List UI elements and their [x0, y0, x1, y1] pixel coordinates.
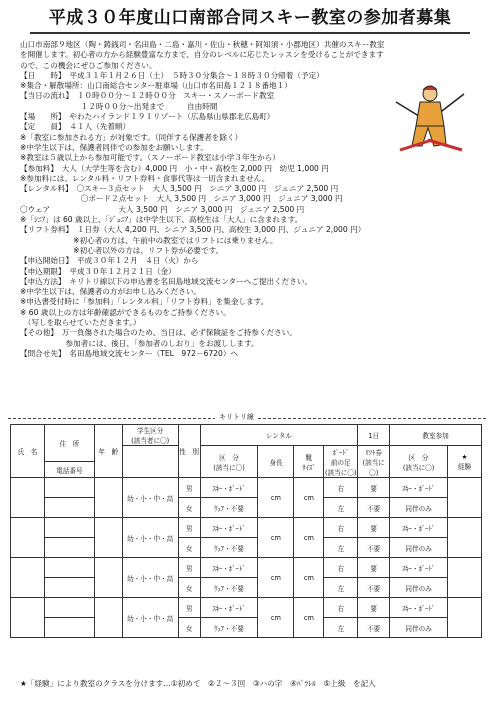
female-option[interactable]: 女 — [178, 498, 200, 518]
lesson-free[interactable]: 同伴のみ — [390, 578, 448, 598]
name-cell[interactable] — [11, 478, 45, 518]
announcement-line: 〇ウェア 大人 3,500 円 シニア 3,000 円 ジュニア 2,500 円 — [20, 204, 305, 214]
lift-need[interactable]: 要 — [358, 478, 390, 498]
school-options[interactable]: 幼・小・中・高 — [122, 558, 178, 598]
age-header: 年 齢 — [94, 425, 122, 478]
announcement-line: 参加者には、後日、「参加者のしおり」をお渡しします。 — [20, 338, 259, 348]
address-cell[interactable] — [44, 478, 94, 498]
lesson-kubun-header: 区 分 (該当に〇) — [390, 446, 448, 478]
experience-cell[interactable] — [448, 598, 482, 638]
rental-kubun-wear[interactable]: ｳｪｱ・不要 — [200, 578, 258, 598]
announcement-line: ※中学生以下は、保護者の方がお申し込みください。 — [20, 287, 202, 297]
announcement-line: ※教室は５歳以上から参加可能です。（スノーボード教室は小学３年生から） — [20, 153, 280, 163]
male-option[interactable]: 男 — [178, 558, 200, 578]
lift-need[interactable]: 要 — [358, 598, 390, 618]
board-left[interactable]: 左 — [324, 578, 358, 598]
board-right[interactable]: 右 — [324, 518, 358, 538]
announcement-line: ※申込書受付時に「参加料」「レンタル料」「リフト券料」を集金します。 — [20, 297, 269, 307]
height-cell[interactable]: cm — [258, 478, 294, 518]
address-cell[interactable] — [44, 518, 94, 538]
phone-header: 電話番号 — [44, 462, 94, 478]
female-option[interactable]: 女 — [178, 538, 200, 558]
shoe-cell[interactable]: cm — [294, 478, 324, 518]
school-options[interactable]: 幼・小・中・高 — [122, 478, 178, 518]
cut-label: キリトリ線 — [215, 412, 258, 422]
shoe-cell[interactable]: cm — [294, 518, 324, 558]
lesson-ski[interactable]: ｽｷｰ・ﾎﾞｰﾄﾞ — [390, 598, 448, 618]
announcement-line: ※「教室に参加される方」が対象です。（同伴する保護者を除く） — [20, 132, 243, 142]
lesson-header: 教室参加 — [390, 425, 482, 446]
board-right[interactable]: 右 — [324, 478, 358, 498]
announcement-line: ※「ｼﾆｱ」は 60 歳以上、「ｼﾞｭﾆｱ」は中学生以下、高校生は「大人」に含まれます。 — [20, 215, 303, 225]
rental-kubun-ski[interactable]: ｽｷｰ・ﾎﾞｰﾄﾞ — [200, 598, 258, 618]
male-option[interactable]: 男 — [178, 518, 200, 538]
phone-cell[interactable] — [44, 538, 94, 558]
rental-kubun-wear[interactable]: ｳｪｱ・不要 — [200, 618, 258, 638]
male-option[interactable]: 男 — [178, 478, 200, 498]
class-header: 学生区分 (該当者に〇) — [122, 425, 178, 446]
lift-need[interactable]: 要 — [358, 518, 390, 538]
gender-header: 性 別 — [178, 425, 200, 478]
address-cell[interactable] — [44, 558, 94, 578]
lift-header: 1日 — [358, 425, 390, 446]
rental-header: レンタル — [200, 425, 358, 446]
age-cell[interactable] — [94, 518, 122, 558]
lesson-ski[interactable]: ｽｷｰ・ﾎﾞｰﾄﾞ — [390, 558, 448, 578]
announcement-line: 【定 員】 ４１人（先着順） — [20, 122, 131, 132]
experience-cell[interactable] — [448, 478, 482, 518]
kubun-header: 区 分 (該当に〇) — [200, 446, 258, 478]
name-cell[interactable] — [11, 558, 45, 598]
announcement-line: 【申込開始日】 平成３０年１２月 ４日（火）から — [20, 256, 199, 266]
experience-cell[interactable] — [448, 518, 482, 558]
board-header: ﾎﾞｰﾄﾞ 前の足 (該当に〇) — [324, 446, 358, 478]
announcement-line: 【場 所】 やわたハイランド１９１リゾート（広島県山県郡北広島町） — [20, 112, 275, 122]
announcement-line: 【申込期限】 平成３０年１２月２１日（金） — [20, 266, 176, 276]
announcement-line: ※中学生以下は、保護者同伴での参加をお願いします。 — [20, 142, 209, 152]
lift-need[interactable]: 要 — [358, 558, 390, 578]
announcement-line: 【参加料】 大人（大学生等を含む）4,000 円 小・中・高校生 2,000 円 幼児 1,000 円 — [20, 163, 329, 173]
rental-kubun-wear[interactable]: ｳｪｱ・不要 — [200, 538, 258, 558]
board-left[interactable]: 左 — [324, 498, 358, 518]
lift-noneed[interactable]: 不要 — [358, 538, 390, 558]
announcement-line: 〇ボード２点セット 大人 3,500 円 シニア 3,000 円 ジュニア 3,000 円 — [20, 194, 343, 204]
name-cell[interactable] — [11, 598, 45, 638]
school-options[interactable]: 幼・小・中・高 — [122, 518, 178, 558]
height-cell[interactable]: cm — [258, 518, 294, 558]
phone-cell[interactable] — [44, 578, 94, 598]
rental-kubun-ski[interactable]: ｽｷｰ・ﾎﾞｰﾄﾞ — [200, 478, 258, 498]
board-right[interactable]: 右 — [324, 558, 358, 578]
application-form — [10, 424, 482, 638]
shoe-cell[interactable]: cm — [294, 558, 324, 598]
lesson-free[interactable]: 同伴のみ — [390, 498, 448, 518]
lesson-ski[interactable]: ｽｷｰ・ﾎﾞｰﾄﾞ — [390, 478, 448, 498]
age-cell[interactable] — [94, 558, 122, 598]
announcement-line: 山口市南部９地区（陶・鋳銭司・名田島・二島・嘉川・佐山・秋穂・阿知須・小郡地区）共催のスキー教室 — [20, 40, 385, 49]
school-options[interactable]: 幼・小・中・高 — [122, 598, 178, 638]
experience-cell[interactable] — [448, 558, 482, 598]
announcement-line: ※参加料には、レンタル料・リフト券料・食事代等は一切含まれません。 — [20, 173, 270, 183]
female-option[interactable]: 女 — [178, 578, 200, 598]
lesson-ski[interactable]: ｽｷｰ・ﾎﾞｰﾄﾞ — [390, 518, 448, 538]
announcement-line: １２時００分～出発まで 自由時間 — [20, 101, 218, 111]
announcement-line: 【その他】 万一負傷された場合のため、当日は、必ず保険証をご持参ください。 — [20, 328, 297, 338]
height-cell[interactable]: cm — [258, 598, 294, 638]
height-header: 身長 — [258, 446, 294, 478]
announcement-line: 【申込方法】 キリトリ線以下の申込書を名田島地域交流センターへご提出ください。 — [20, 276, 313, 286]
announcement-line: 【リフト券料】 １日券（大人 4,200 円、シニア 3,500 円、高校生 3,000 円、ジュニア 2,000 円） — [20, 225, 366, 235]
lift-noneed[interactable]: 不要 — [358, 498, 390, 518]
board-left[interactable]: 左 — [324, 538, 358, 558]
rental-kubun-ski[interactable]: ｽｷｰ・ﾎﾞｰﾄﾞ — [200, 518, 258, 538]
shoe-header: 靴 ｻｲｽﾞ — [294, 446, 324, 478]
age-cell[interactable] — [94, 598, 122, 638]
phone-cell[interactable] — [44, 498, 94, 518]
board-right[interactable]: 右 — [324, 598, 358, 618]
address-cell[interactable] — [44, 598, 94, 618]
age-cell[interactable] — [94, 478, 122, 518]
board-left[interactable]: 左 — [324, 618, 358, 638]
announcement-line: 【当日の流れ】 １０時００分～１２時００分 スキー・スノーボード教室 — [20, 91, 275, 101]
announcement-line: を開催します。初心者の方から経験豊富な方まで、自分のレベルに応じたレッスンを受けることができます — [20, 50, 384, 60]
lift-noneed[interactable]: 不要 — [358, 618, 390, 638]
name-header: 氏 名 — [11, 425, 45, 478]
announcement-line: ※集合・解散場所：山口南総合センター駐車場（山口市名田島１２１８番地１） — [20, 81, 292, 91]
experience-header: ★ 経験 — [448, 446, 482, 478]
shoe-cell[interactable]: cm — [294, 598, 324, 638]
lesson-free[interactable]: 同伴のみ — [390, 618, 448, 638]
announcement-line: 【日 時】 平成３１年１月２６日（土） ５時３０分集合～１８時３０分帰着（予定） — [20, 70, 324, 80]
address-header: 住 所 — [44, 425, 94, 462]
phone-cell[interactable] — [44, 618, 94, 638]
lift-noneed[interactable]: 不要 — [358, 578, 390, 598]
announcement-line: （写しを取らせていただきます。） — [20, 318, 141, 328]
skier-illustration — [392, 80, 468, 160]
footnote: ★「経験」により教室のクラスを分けます…①初めて ②２～３回 ③ハの字 ④ﾊﾟﾗﾚﾙ ⑤上級 を記入 — [20, 679, 376, 688]
announcement-line: ※初心者の方は、午前中の教室ではリフトには乗りません。 — [20, 235, 278, 245]
rental-kubun-ski[interactable]: ｽｷｰ・ﾎﾞｰﾄﾞ — [200, 558, 258, 578]
announcement-line: ※初心者以外の方は、リフト券が必要です。 — [20, 245, 224, 255]
rental-kubun-wear[interactable]: ｳｪｱ・不要 — [200, 498, 258, 518]
announcement-line: ※ 60 歳以上の方は年齢確認ができるものをご持参ください。 — [20, 307, 231, 317]
female-option[interactable]: 女 — [178, 618, 200, 638]
height-cell[interactable]: cm — [258, 558, 294, 598]
announcement-line: 【問合せ先】 名田島地域交流センター（TEL 972－6720）へ — [20, 348, 239, 358]
lift-ticket-header: ﾘﾌﾄ券 (該当に〇) — [358, 446, 390, 478]
male-option[interactable]: 男 — [178, 598, 200, 618]
lesson-free[interactable]: 同伴のみ — [390, 538, 448, 558]
name-cell[interactable] — [11, 518, 45, 558]
announcement-line: ので、この機会にぜひご参加ください。 — [20, 60, 157, 70]
announcement-line: 【レンタル料】 〇スキー３点セット 大人 3,500 円 シニア 3,000 円 ジュニア 2,500 円 — [20, 184, 339, 194]
page-title: 平成３０年度山口南部合同スキー教室の参加者募集 — [30, 6, 470, 34]
